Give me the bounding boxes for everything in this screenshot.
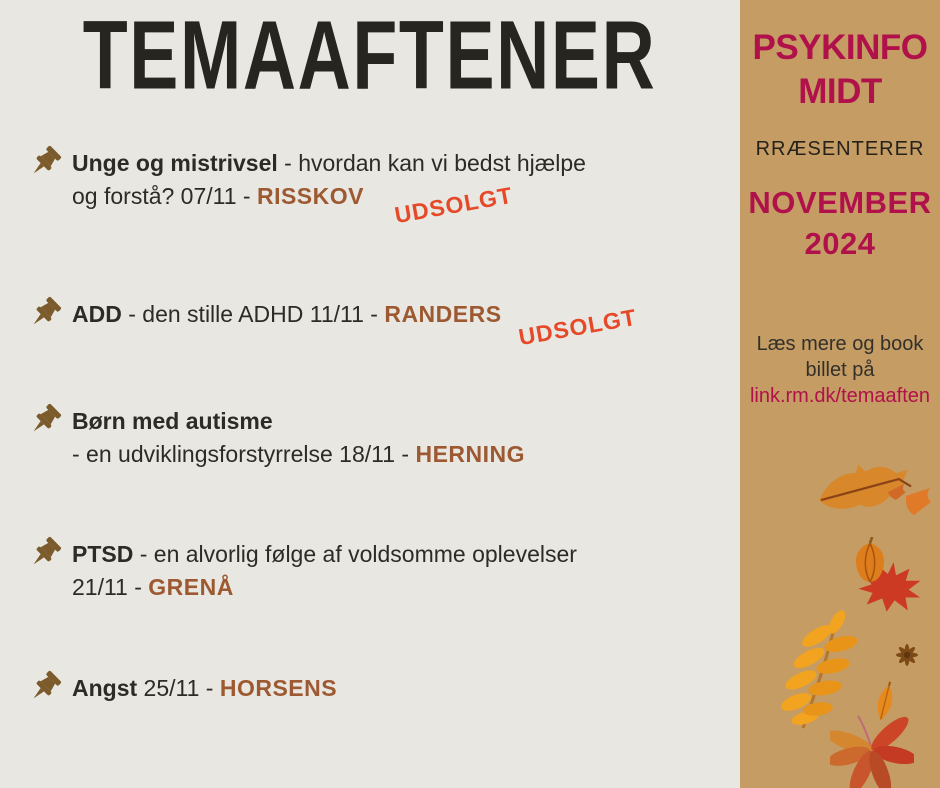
event-line <box>72 298 639 351</box>
event-line <box>72 180 586 229</box>
event-desc: 21/11 - <box>72 574 149 600</box>
event-line <box>72 147 586 180</box>
event-location: HERNING <box>415 441 526 467</box>
event-text <box>72 672 337 706</box>
event-text <box>72 147 586 229</box>
event-desc: - en udviklingsforstyrrelse 18/11 - <box>72 441 416 467</box>
event-text <box>72 298 639 351</box>
soldout-badge: UDSOLGT <box>392 181 515 229</box>
pushpin-icon <box>26 294 64 332</box>
event-text <box>72 538 577 604</box>
booking-link[interactable]: link.rm.dk/temaaften <box>749 385 931 407</box>
month-label <box>740 182 940 264</box>
event-line <box>72 571 577 604</box>
month-line1: NOVEMBER <box>748 185 932 220</box>
poster-title-text: TEMAAFTENER <box>83 1 657 110</box>
brand-line1: PSYKINFO <box>752 28 928 67</box>
cta-line2: billet på <box>805 359 875 381</box>
event-item-add <box>26 298 732 351</box>
event-item-angst <box>26 672 732 706</box>
event-line <box>72 672 337 705</box>
event-title: ADD <box>72 301 122 327</box>
event-line <box>72 538 577 571</box>
event-title: Angst <box>72 675 138 701</box>
info-panel <box>740 0 940 788</box>
brand-title <box>740 26 940 114</box>
pushpin-icon <box>26 143 64 181</box>
event-desc: og forstå? 07/11 - <box>72 183 257 209</box>
event-desc: - hvordan kan vi bedst hjælpe <box>277 150 586 176</box>
event-line <box>72 438 525 471</box>
event-title: PTSD <box>72 541 134 567</box>
soldout-badge: UDSOLGT <box>516 303 639 351</box>
event-line <box>72 405 525 438</box>
presents-label: RRÆSENTERER <box>755 138 925 160</box>
event-desc: - en alvorlig følge af voldsomme oplevelser <box>133 541 577 567</box>
torn-leaf-icon <box>886 480 932 516</box>
event-title: Unge og mistrivsel <box>72 150 278 176</box>
month-line2: 2024 <box>804 226 876 261</box>
event-text <box>72 405 525 471</box>
cta-line1: Læs mere og book <box>756 333 924 355</box>
event-location: HORSENS <box>219 675 338 701</box>
star-anise-icon <box>889 639 925 671</box>
event-desc: 25/11 - <box>137 675 220 701</box>
pushpin-icon <box>26 534 64 572</box>
event-item-unge-og-mistrivsel <box>26 147 732 229</box>
poster-title <box>0 1 740 110</box>
event-title: Børn med autisme <box>72 408 273 434</box>
event-item-boern-med-autisme <box>26 405 732 471</box>
event-item-ptsd <box>26 538 732 604</box>
event-desc: - den stille ADHD 11/11 - <box>121 301 385 327</box>
pushpin-icon <box>26 668 64 706</box>
brand-line2: MIDT <box>798 72 882 111</box>
creeper-leaf-icon <box>830 714 914 788</box>
cta-block <box>740 331 940 409</box>
event-location: RANDERS <box>384 301 502 327</box>
event-location: GRENÅ <box>148 574 234 600</box>
pushpin-icon <box>26 401 64 439</box>
physalis-icon <box>851 537 889 585</box>
event-location: RISSKOV <box>256 183 364 209</box>
